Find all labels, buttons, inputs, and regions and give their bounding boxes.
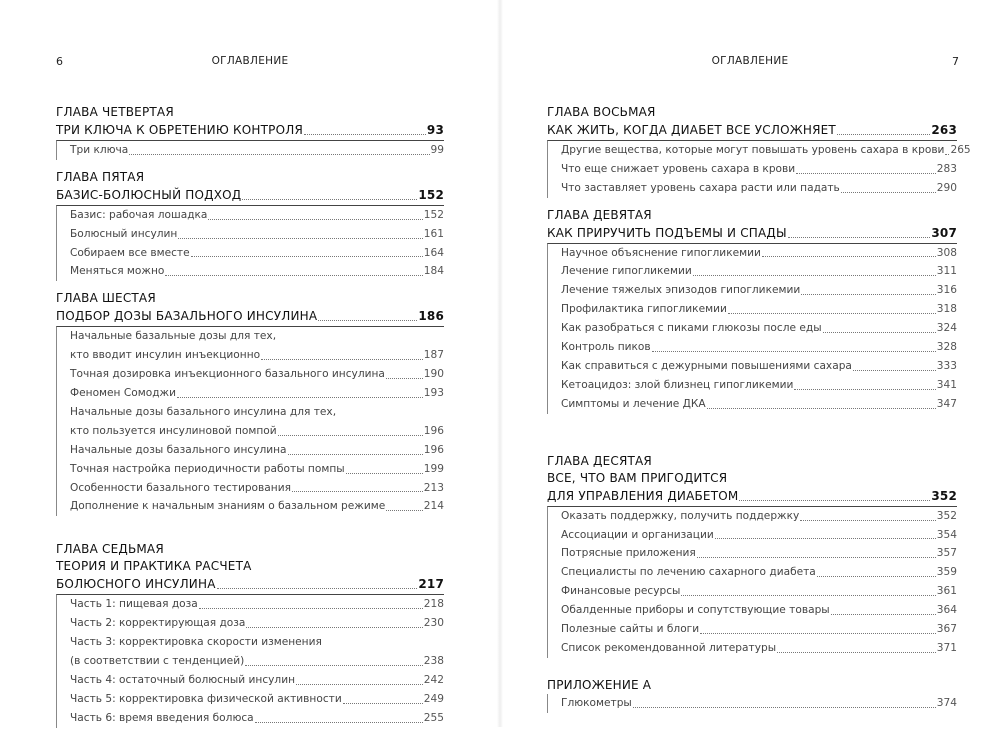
entry-title: Список рекомендованной литературы	[561, 641, 777, 654]
toc-entry[interactable]	[561, 620, 957, 639]
entry-title: (в соответствии с тенденцией)	[70, 654, 245, 667]
right-page	[500, 0, 1000, 727]
entry-page-number: 218	[423, 598, 444, 611]
entry-title: Полезные сайты и блоги	[561, 623, 700, 636]
entry-title: Дополнение к начальным знаниям о базальном режиме	[70, 500, 386, 513]
entry-page-number: 290	[936, 181, 957, 194]
entry-row	[70, 206, 444, 225]
entry-page-number: 164	[423, 246, 444, 259]
entry-title: Как справиться с дежурными повышениями сахара	[561, 359, 852, 372]
toc-entry[interactable]	[70, 262, 444, 281]
entry-row	[70, 671, 444, 690]
toc-entry[interactable]	[70, 671, 444, 690]
entry-row	[561, 244, 957, 263]
toc-entry[interactable]	[70, 595, 444, 614]
toc-entry[interactable]	[70, 497, 444, 516]
entry-page-number: 152	[423, 208, 444, 221]
running-head: ОГЛАВЛЕНИЕ	[711, 55, 789, 67]
dot-leader	[707, 408, 936, 409]
entry-page-number: 199	[423, 462, 444, 475]
toc-entry[interactable]	[561, 141, 971, 160]
entry-row	[561, 620, 957, 639]
entry-row	[70, 365, 444, 384]
dot-leader	[178, 238, 422, 239]
dot-leader	[191, 256, 423, 257]
dot-leader	[945, 154, 949, 155]
chapter-title-row[interactable]	[56, 186, 444, 205]
chapter-label: ГЛАВА СЕДЬМАЯ	[56, 542, 164, 557]
chapter-section	[547, 207, 957, 414]
dot-leader	[837, 134, 930, 135]
entry-title: Оказать поддержку, получить поддержку	[561, 509, 800, 522]
dot-leader	[386, 510, 423, 511]
entry-row	[561, 357, 957, 376]
dot-leader	[853, 370, 936, 371]
chapter-title: КАК ЖИТЬ, КОГДА ДИАБЕТ ВСЕ УСЛОЖНЯЕТ	[547, 123, 836, 137]
entry-title: Начальные базальные дозы для тех,	[70, 330, 277, 343]
dot-leader	[800, 520, 935, 521]
entry-row	[561, 141, 971, 160]
toc-entry[interactable]	[561, 544, 957, 563]
entry-page-number: 187	[423, 349, 444, 362]
entry-page-number: 265	[950, 143, 971, 156]
entry-title: Глюкометры	[561, 696, 632, 709]
entry-row	[70, 614, 444, 633]
entry-title: кто вводит инсулин инъекционно	[70, 349, 261, 362]
chapter-title: ТРИ КЛЮЧА К ОБРЕТЕНИЮ КОНТРОЛЯ	[56, 123, 303, 137]
toc-entry[interactable]	[561, 601, 957, 620]
toc-entry[interactable]	[561, 281, 957, 300]
chapter-label: ГЛАВА ПЯТАЯ	[56, 169, 145, 184]
entry-title: Симптомы и лечение ДКА	[561, 397, 706, 410]
entry-page-number: 341	[936, 378, 957, 391]
toc-entry[interactable]	[561, 563, 957, 582]
entry-page-number: 255	[423, 711, 444, 724]
entry-row	[561, 319, 957, 338]
entry-row	[561, 281, 957, 300]
chapter-label: ПРИЛОЖЕНИЕ А	[547, 677, 652, 692]
chapter-title-row[interactable]	[56, 121, 444, 140]
entry-row	[561, 376, 957, 395]
dot-leader	[788, 237, 931, 238]
dot-leader	[217, 588, 418, 589]
chapter-title: БАЗИС-БОЛЮСНЫЙ ПОДХОД	[56, 187, 242, 202]
entry-page-number: 318	[936, 303, 957, 316]
entry-title: Три ключа	[70, 143, 129, 156]
toc-entry[interactable]	[70, 709, 444, 728]
entry-title: Базис: рабочая лошадка	[70, 208, 208, 221]
dot-leader	[817, 576, 936, 577]
toc-entry[interactable]	[70, 327, 444, 365]
chapter-page-number: 93	[426, 123, 444, 137]
toc-entry[interactable]	[70, 365, 444, 384]
dot-leader	[242, 199, 417, 200]
entry-list	[547, 694, 957, 713]
entry-title: Точная настройка периодичности работы помпы	[70, 462, 345, 475]
entry-page-number: 283	[936, 162, 957, 175]
entry-page-number: 311	[936, 265, 957, 278]
chapter-title-row[interactable]	[547, 121, 957, 140]
entry-title: Специалисты по лечению сахарного диабета	[561, 566, 816, 579]
chapter-title-row[interactable]	[547, 487, 957, 506]
entry-row	[70, 479, 444, 498]
entry-title: Научное объяснение гипогликемии	[561, 246, 761, 259]
entry-row	[561, 601, 957, 620]
toc-entry[interactable]	[561, 262, 957, 281]
entry-row	[561, 544, 957, 563]
table-of-contents	[547, 104, 971, 722]
running-head: ОГЛАВЛЕНИЕ	[211, 55, 289, 67]
dot-leader	[292, 491, 423, 492]
entry-row	[70, 497, 444, 516]
entry-row	[70, 225, 444, 244]
entry-list	[547, 243, 957, 414]
entry-page-number: 308	[936, 246, 957, 259]
dot-leader	[346, 473, 423, 474]
chapter-label: ГЛАВА ЧЕТВЕРТАЯ	[56, 105, 174, 119]
dot-leader	[245, 665, 423, 666]
page-number: 6	[56, 55, 63, 68]
table-of-contents	[56, 104, 444, 737]
dot-leader	[823, 332, 936, 333]
entry-title: Что заставляет уровень сахара расти или падать	[561, 181, 840, 194]
chapter-section	[56, 169, 444, 282]
chapter-title-row[interactable]	[56, 307, 444, 326]
chapter-title: БОЛЮСНОГО ИНСУЛИНА	[56, 577, 216, 592]
dot-leader	[208, 219, 422, 220]
entry-row	[70, 690, 444, 709]
entry-list	[56, 140, 444, 160]
toc-entry[interactable]	[70, 225, 444, 244]
chapter-section	[56, 290, 444, 516]
toc-entry[interactable]	[70, 479, 444, 498]
chapter-title-row[interactable]	[547, 224, 957, 243]
toc-entry[interactable]	[561, 244, 957, 263]
entry-title: Часть 2: корректирующая доза	[70, 617, 246, 630]
entry-page-number: 196	[423, 443, 444, 456]
entry-page-number: 374	[936, 696, 957, 709]
chapter-page-number: 217	[418, 577, 444, 592]
toc-entry[interactable]	[70, 441, 444, 460]
entry-page-number: 333	[936, 359, 957, 372]
entry-title: Часть 1: пищевая доза	[70, 598, 198, 611]
chapter-section	[56, 541, 444, 727]
chapter-title: ДЛЯ УПРАВЛЕНИЯ ДИАБЕТОМ	[547, 488, 739, 503]
chapter-label: ГЛАВА ДЕВЯТАЯ	[547, 207, 652, 222]
chapter-section	[547, 104, 971, 198]
entry-title: Феномен Сомоджи	[70, 386, 176, 399]
entry-page-number: 352	[936, 509, 957, 522]
dot-leader	[633, 707, 936, 708]
dot-leader	[715, 538, 936, 539]
entry-row	[70, 422, 444, 441]
dot-leader	[794, 389, 935, 390]
toc-entry[interactable]	[70, 690, 444, 709]
entry-page-number: 238	[423, 654, 444, 667]
entry-row	[70, 141, 444, 160]
toc-entry[interactable]	[70, 614, 444, 633]
dot-leader	[278, 435, 423, 436]
entry-list	[547, 140, 971, 198]
chapter-section	[547, 677, 957, 713]
entry-page-number: 347	[936, 397, 957, 410]
toc-entry[interactable]	[561, 526, 957, 545]
entry-title: Профилактика гипогликемии	[561, 303, 727, 316]
entry-page-number: 99	[430, 143, 444, 156]
entry-title: Лечение тяжелых эпизодов гипогликемии	[561, 284, 801, 297]
dot-leader	[318, 320, 417, 321]
dot-leader	[681, 595, 935, 596]
entry-row	[561, 507, 957, 526]
entry-page-number: 357	[936, 547, 957, 560]
entry-title: Начальные дозы базального инсулина	[70, 443, 287, 456]
entry-row	[561, 300, 957, 319]
dot-leader	[697, 557, 936, 558]
dot-leader	[255, 722, 423, 723]
entry-page-number: 328	[936, 341, 957, 354]
dot-leader	[165, 275, 422, 276]
chapter-label: ГЛАВА ДЕСЯТАЯ	[547, 453, 652, 468]
entry-list	[547, 506, 957, 658]
toc-entry[interactable]	[70, 206, 444, 225]
entry-row	[70, 595, 444, 614]
dot-leader	[762, 256, 936, 257]
entry-title: Часть 3: корректировка скорости изменения	[70, 636, 322, 649]
chapter-section	[547, 453, 957, 658]
entry-title: Особенности базального тестирования	[70, 481, 291, 494]
chapter-page-number: 186	[418, 309, 444, 324]
dot-leader	[129, 154, 429, 155]
entry-title: Как разобраться с пиками глюкозы после еды	[561, 322, 822, 335]
entry-page-number: 242	[423, 673, 444, 686]
chapter-title: ПОДБОР ДОЗЫ БАЗАЛЬНОГО ИНСУЛИНА	[56, 309, 318, 324]
dot-leader	[777, 652, 936, 653]
dot-leader	[304, 134, 426, 135]
entry-title: Ассоциации и организации	[561, 528, 714, 541]
dot-leader	[343, 703, 423, 704]
chapter-label: ГЛАВА ШЕСТАЯ	[56, 291, 156, 306]
chapter-page-number: 263	[931, 123, 957, 137]
entry-page-number: 193	[423, 386, 444, 399]
chapter-label: ГЛАВА ВОСЬМАЯ	[547, 105, 656, 119]
entry-page-number: 367	[936, 623, 957, 636]
page-number: 7	[952, 55, 959, 68]
entry-page-number: 354	[936, 528, 957, 541]
dot-leader	[288, 454, 423, 455]
entry-row	[561, 526, 957, 545]
entry-list	[56, 594, 444, 727]
entry-title: Кетоацидоз: злой близнец гипогликемии	[561, 378, 794, 391]
dot-leader	[700, 633, 936, 634]
toc-entry[interactable]	[561, 179, 957, 198]
dot-leader	[246, 627, 422, 628]
entry-title: Обалденные приборы и сопутствующие товары	[561, 604, 830, 617]
entry-row	[70, 460, 444, 479]
chapter-title: КАК ПРИРУЧИТЬ ПОДЪЕМЫ И СПАДЫ	[547, 225, 787, 240]
toc-entry[interactable]	[561, 300, 957, 319]
entry-page-number: 324	[936, 322, 957, 335]
entry-page-number: 249	[423, 692, 444, 705]
dot-leader	[386, 378, 423, 379]
entry-row	[70, 262, 444, 281]
entry-title: Точная дозировка инъекционного базального инсулина	[70, 368, 385, 381]
entry-title: Лечение гипогликемии	[561, 265, 692, 278]
entry-title: Болюсный инсулин	[70, 227, 178, 240]
entry-row	[70, 346, 444, 365]
entry-list	[56, 205, 444, 282]
left-page	[0, 0, 500, 727]
chapter-page-number: 152	[418, 187, 444, 202]
toc-entry[interactable]	[561, 338, 957, 357]
entry-page-number: 214	[423, 500, 444, 513]
entry-title: Часть 6: время введения болюса	[70, 711, 254, 724]
entry-row	[70, 244, 444, 263]
entry-row	[561, 694, 957, 713]
chapter-title: ВСЕ, ЧТО ВАМ ПРИГОДИТСЯ	[547, 470, 728, 485]
entry-page-number: 371	[936, 641, 957, 654]
entry-page-number: 184	[423, 265, 444, 278]
toc-entry[interactable]	[561, 395, 957, 414]
entry-row	[561, 179, 957, 198]
dot-leader	[796, 173, 936, 174]
entry-title: Часть 4: остаточный болюсный инсулин	[70, 673, 296, 686]
entry-title: Другие вещества, которые могут повышать уровень сахара в крови	[561, 143, 945, 156]
entry-title: Что еще снижает уровень сахара в крови	[561, 162, 796, 175]
toc-entry[interactable]	[561, 319, 957, 338]
entry-page-number: 316	[936, 284, 957, 297]
entry-row	[561, 395, 957, 414]
toc-entry[interactable]	[70, 244, 444, 263]
entry-row	[70, 709, 444, 728]
dot-leader	[261, 359, 423, 360]
dot-leader	[801, 294, 936, 295]
dot-leader	[728, 313, 936, 314]
toc-entry[interactable]	[70, 403, 444, 441]
toc-entry[interactable]	[70, 460, 444, 479]
entry-row	[561, 563, 957, 582]
entry-list	[56, 326, 444, 516]
entry-page-number: 230	[423, 617, 444, 630]
entry-title: Контроль пиков	[561, 341, 651, 354]
entry-page-number: 161	[423, 227, 444, 240]
dot-leader	[199, 608, 423, 609]
entry-title: Финансовые ресурсы	[561, 585, 681, 598]
dot-leader	[296, 684, 423, 685]
dot-leader	[739, 500, 930, 501]
dot-leader	[693, 275, 936, 276]
entry-page-number: 361	[936, 585, 957, 598]
entry-row	[561, 582, 957, 601]
toc-entry[interactable]	[70, 384, 444, 403]
entry-page-number: 364	[936, 604, 957, 617]
chapter-section	[56, 104, 444, 160]
dot-leader	[652, 351, 936, 352]
toc-entry[interactable]	[561, 507, 957, 526]
entry-title: Меняться можно	[70, 265, 165, 278]
toc-entry[interactable]	[70, 633, 444, 671]
entry-title: Потрясные приложения	[561, 547, 696, 560]
entry-title: Часть 5: корректировка физической активности	[70, 692, 342, 705]
toc-entry[interactable]	[561, 582, 957, 601]
chapter-title-row[interactable]	[56, 575, 444, 594]
entry-row	[561, 160, 957, 179]
toc-entry[interactable]	[561, 357, 957, 376]
dot-leader	[831, 614, 936, 615]
entry-title: кто пользуется инсулиновой помпой	[70, 424, 277, 437]
toc-entry[interactable]	[561, 639, 957, 658]
toc-entry[interactable]	[561, 160, 957, 179]
chapter-title: ТЕОРИЯ И ПРАКТИКА РАСЧЕТА	[56, 559, 252, 574]
entry-row	[561, 338, 957, 357]
toc-entry[interactable]	[561, 376, 957, 395]
entry-row	[70, 441, 444, 460]
chapter-page-number: 352	[931, 488, 957, 503]
entry-row	[70, 384, 444, 403]
dot-leader	[841, 192, 936, 193]
entry-row	[561, 639, 957, 658]
toc-entry[interactable]	[70, 141, 444, 160]
dot-leader	[177, 397, 423, 398]
entry-page-number: 196	[423, 424, 444, 437]
chapter-page-number: 307	[931, 225, 957, 240]
entry-title: Собираем все вместе	[70, 246, 190, 259]
entry-row	[561, 262, 957, 281]
entry-row	[70, 652, 444, 671]
entry-title: Начальные дозы базального инсулина для тех,	[70, 405, 337, 418]
toc-entry[interactable]	[561, 694, 957, 713]
entry-page-number: 359	[936, 566, 957, 579]
entry-page-number: 190	[423, 368, 444, 381]
entry-page-number: 213	[423, 481, 444, 494]
